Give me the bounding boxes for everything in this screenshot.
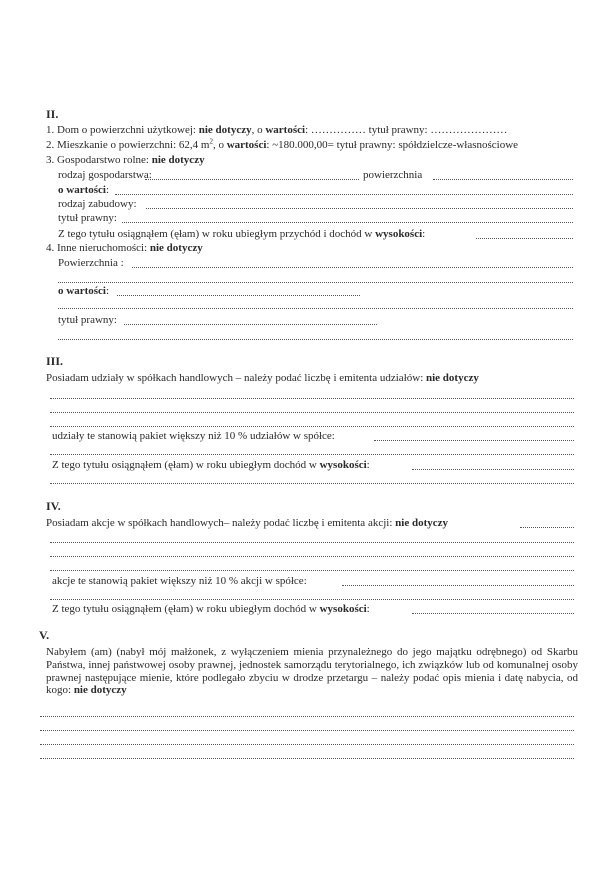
farm-type-label: rodzaj gospodarstwa:: [58, 169, 152, 181]
farm-area-field: [433, 178, 573, 180]
shares-field-3: [50, 425, 574, 427]
other-area-label: Powierzchnia :: [58, 257, 124, 269]
section-v-heading: V.: [39, 628, 50, 642]
acquisition-field-2: [40, 729, 574, 731]
other-area-field: [132, 266, 573, 268]
stocks-pakiet-label: akcje te stanowią pakiet większy niż 10 % akcji w spółce:: [52, 575, 307, 587]
shares-pakiet-field: [374, 439, 574, 441]
stocks-line: Posiadam akcje w spółkach handlowych– należy podać liczbę i emitenta akcji: nie dotyczy: [46, 517, 448, 529]
shares-pakiet-field-2: [50, 453, 574, 455]
farm-title-field: [122, 221, 573, 223]
other-property-line: 4. Inne nieruchomości: nie dotyczy: [46, 242, 203, 254]
farm-value-field: [115, 193, 573, 195]
stocks-field-2: [50, 555, 574, 557]
stocks-field-1: [50, 541, 574, 543]
farm-build-label: rodzaj zabudowy:: [58, 198, 137, 210]
farm-line: 3. Gospodarstwo rolne: nie dotyczy: [46, 154, 205, 166]
stocks-income-label: Z tego tytułu osiągnąłem (ęłam) w roku ubiegłym dochód w wysokości:: [52, 603, 370, 615]
farm-title-label: tytuł prawny:: [58, 212, 117, 224]
other-area-field-2: [58, 281, 573, 283]
farm-area-label: powierzchnia: [363, 169, 423, 181]
other-title-field-2: [58, 338, 573, 340]
farm-value-label: o wartości:: [58, 184, 110, 196]
stocks-income-field: [412, 612, 574, 614]
stocks-pakiet-field: [342, 584, 574, 586]
section-iii-heading: III.: [46, 354, 64, 368]
acquisition-field-3: [40, 743, 574, 745]
other-title-field: [124, 323, 377, 325]
acquisition-field-4: [40, 757, 574, 759]
farm-build-field: [146, 207, 573, 209]
shares-income-field: [412, 468, 574, 470]
shares-line: Posiadam udziały w spółkach handlowych – należy podać liczbę i emitenta udziałów: nie dotyczy: [46, 372, 479, 384]
other-value-field: [117, 294, 360, 296]
section-ii-heading: II.: [46, 107, 59, 121]
other-value-field-2: [58, 307, 573, 309]
other-value-label: o wartości:: [58, 285, 110, 297]
shares-income-field-2: [50, 482, 574, 484]
other-title-label: tytuł prawny:: [58, 314, 117, 326]
stocks-field-3: [50, 569, 574, 571]
stocks-pakiet-field-2: [50, 598, 574, 600]
acquisition-field-1: [40, 715, 574, 717]
shares-field-2: [50, 411, 574, 413]
section-iv-heading: IV.: [46, 499, 61, 513]
shares-pakiet-label: udziały te stanowią pakiet większy niż 10 % udziałów w spółce:: [52, 430, 335, 442]
farm-income-label: Z tego tytułu osiągnąłem (ęłam) w roku ubiegłym przychód i dochód w wysokości:: [58, 228, 426, 240]
farm-type-field: [145, 178, 359, 180]
farm-income-field: [476, 237, 573, 239]
stocks-field-0: [520, 526, 574, 528]
shares-income-label: Z tego tytułu osiągnąłem (ęłam) w roku ubiegłym dochód w wysokości:: [52, 459, 370, 471]
shares-field-1: [50, 397, 574, 399]
apartment-line: 2. Mieszkanie o powierzchni: 62,4 $m^2$, o wartości: ~180.000,00= tytuł prawny: spółdzielcze-własnościowe: [46, 137, 519, 151]
house-line: 1. Dom o powierzchni użytkowej: nie dotyczy, o wartości: …………… tytuł prawny: …………………: [46, 124, 508, 136]
acquisition-paragraph: Nabyłem (am) (nabył mój małżonek, z wyłączeniem mienia przynależnego do jego majątku odrębnego) od Skarbu Państwa, innej państwowej osoby prawnej, jednostek samorządu terytorialnego, ich związków lub od komunalnej osoby prawnej następujące mienie, które podlegało zbyciu w drodze przetargu – należy podać opis mienia i datę nabycia, od kogo: nie dotyczy: [46, 646, 578, 697]
